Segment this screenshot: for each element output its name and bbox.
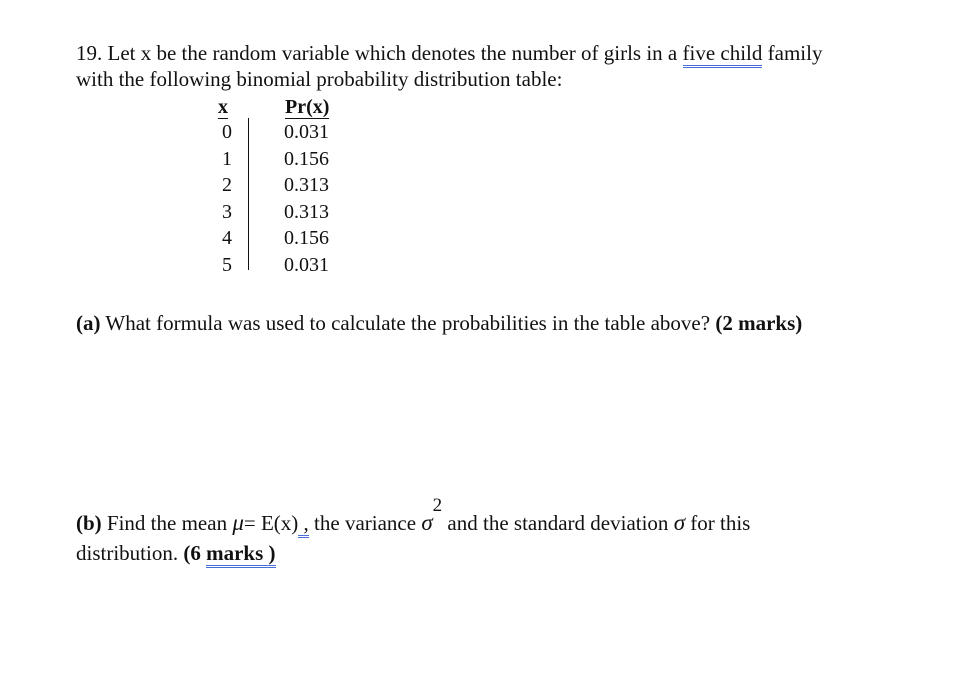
table-cell-x: 3 bbox=[222, 200, 232, 223]
table-cell-x: 1 bbox=[222, 147, 232, 170]
part-a-line bbox=[76, 310, 802, 336]
part-b-text-variance: the variance bbox=[314, 511, 417, 535]
table-cell-x: 0 bbox=[222, 121, 232, 143]
part-b-line1 bbox=[76, 495, 751, 536]
part-b-text-find: Find the mean bbox=[106, 511, 228, 535]
question-intro-text-2: with the following binomial probability distribution table: bbox=[76, 67, 563, 91]
table-cell-probability: 0.031 bbox=[284, 121, 329, 143]
variance-exponent: 2 bbox=[432, 495, 443, 516]
table-cell-probability: 0.313 bbox=[284, 174, 329, 196]
mean-expression-underlined: , bbox=[298, 511, 309, 538]
table-cell-x: 4 bbox=[222, 227, 232, 249]
part-b-line2-text: distribution. bbox=[76, 541, 179, 565]
table-cells-probability bbox=[284, 119, 364, 278]
underlined-phrase-five-child: five child bbox=[683, 41, 763, 68]
part-a-label: (a) bbox=[76, 311, 101, 335]
table-cell-probability: 0.156 bbox=[284, 147, 329, 170]
mean-expression: = E(x) bbox=[243, 511, 299, 535]
question-intro-text: 19. Let x be the random variable which denotes the number of girls in a bbox=[76, 41, 678, 65]
table-column-x bbox=[196, 96, 252, 278]
table-cell-probability: 0.031 bbox=[284, 253, 329, 276]
part-b-marks-open: (6 bbox=[183, 541, 201, 565]
question-intro-line2 bbox=[76, 66, 562, 92]
part-b-label: (b) bbox=[76, 511, 102, 535]
part-a-marks: (2 marks) bbox=[715, 311, 803, 335]
table-cell-x: 5 bbox=[222, 253, 232, 276]
table-header-probability: Pr(x) bbox=[285, 96, 330, 118]
question-intro-line1 bbox=[76, 40, 822, 66]
table-cell-probability: 0.313 bbox=[284, 200, 329, 223]
table-column-probability bbox=[284, 96, 364, 278]
sigma-symbol: σ bbox=[421, 510, 433, 535]
part-b-marks-underlined: marks ) bbox=[206, 541, 275, 568]
part-b-text-for-this: for this bbox=[690, 511, 751, 535]
table-header-x: x bbox=[218, 96, 228, 118]
question-intro-text-end: family bbox=[767, 41, 823, 65]
part-b-line2 bbox=[76, 540, 276, 566]
table-cell-x: 2 bbox=[222, 174, 232, 196]
mu-symbol: μ bbox=[232, 510, 244, 535]
table-vertical-rule bbox=[248, 118, 249, 270]
part-b-text-std: and the standard deviation bbox=[447, 511, 669, 535]
probability-distribution-table bbox=[196, 96, 396, 281]
sigma-symbol-std: σ bbox=[673, 510, 686, 535]
part-a-text: What formula was used to calculate the probabilities in the table above? bbox=[105, 311, 711, 335]
table-cell-probability: 0.156 bbox=[284, 227, 329, 249]
